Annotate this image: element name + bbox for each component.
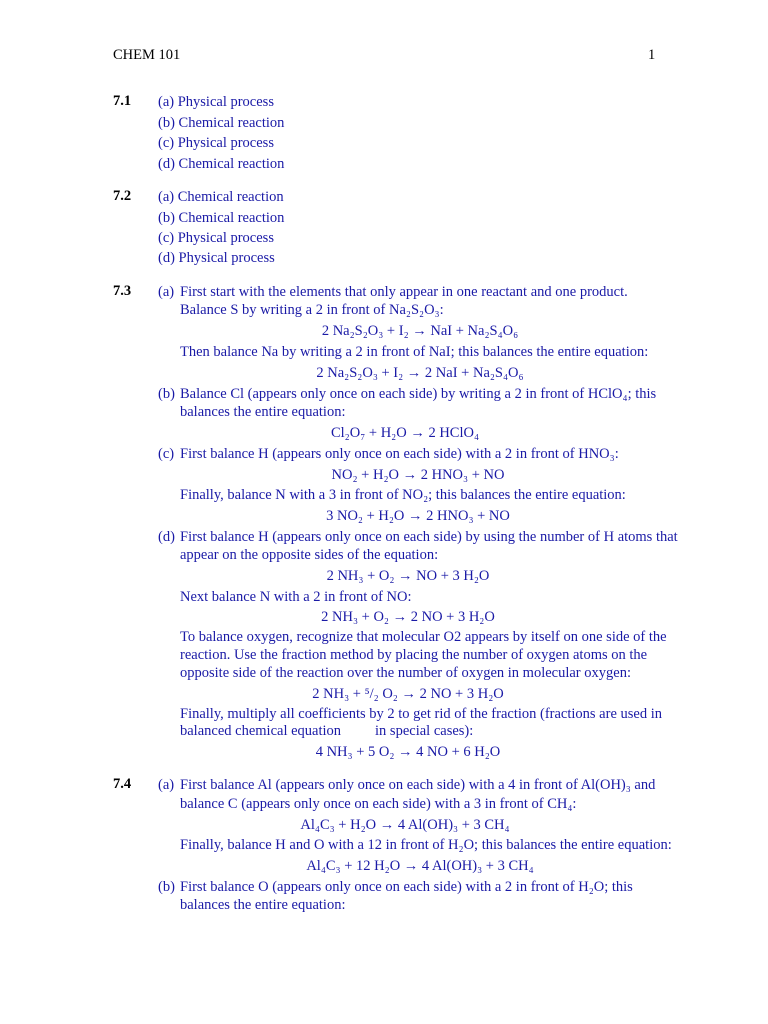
answer-7-1-a: (a) Physical process: [158, 94, 274, 110]
text-7-3-d-5: reaction. Use the fraction method by placing the number of oxygen atoms on the: [180, 647, 648, 663]
text-7-4-b-1: First balance O (appears only once on each side) with a 2 in front of H₂O; this: [180, 879, 633, 895]
text-7-3-d-3: Next balance N with a 2 in front of NO:: [180, 589, 412, 605]
problem-number-7-3: 7.3: [113, 283, 132, 299]
text-7-3-a-3: Then balance Na by writing a 2 in front of NaI; this balances the entire equation:: [180, 344, 649, 360]
equation-7-3-d-4: 4 NH₃ + 5 O₂ → 4 NO + 6 H₂O: [315, 744, 501, 760]
equation-7-4-a-1: Al₄C₃ + H₂O → 4 Al(OH)₃ + 3 CH₄: [300, 817, 510, 833]
problem-number-7-1: 7.1: [113, 93, 132, 109]
equation-7-4-a-2: Al₄C₃ + 12 H₂O → 4 Al(OH)₃ + 3 CH₄: [306, 858, 534, 874]
equation-7-3-a-1: 2 Na₂S₂O₃ + I₂ → NaI + Na₂S₄O₆: [321, 323, 519, 339]
text-7-3-d-2: appear on the opposite sides of the equation:: [180, 547, 439, 563]
text-7-4-a-2: balance C (appears only once on each side) with a 3 in front of CH₄:: [180, 796, 577, 812]
answer-7-2-c: (c) Physical process: [158, 230, 274, 246]
text-7-3-c-2: Finally, balance N with a 3 in front of NO₂; this balances the entire equation:: [180, 487, 626, 503]
answer-7-2-d: (d) Physical process: [158, 250, 275, 266]
answer-7-2-b: (b) Chemical reaction: [158, 210, 285, 226]
text-7-4-a-3: Finally, balance H and O with a 12 in front of H₂O; this balances the entire equation:: [180, 837, 672, 853]
text-7-3-d-6: opposite side of the reaction over the number of oxygen in molecular oxygen:: [180, 665, 631, 681]
part-label-7-3-b: (b): [158, 386, 175, 402]
part-label-7-4-a: (a): [158, 777, 175, 793]
answer-7-1-b: (b) Chemical reaction: [158, 115, 285, 131]
text-7-4-a-1: First balance Al (appears only once on each side) with a 4 in front of Al(OH)₃ and: [180, 777, 656, 793]
part-label-7-4-b: (b): [158, 879, 175, 895]
answer-7-2-a: (a) Chemical reaction: [158, 189, 284, 205]
text-7-3-c-1: First balance H (appears only once on each side) with a 2 in front of HNO₃:: [180, 446, 619, 462]
equation-7-3-a-2: 2 Na₂S₂O₃ + I₂ → 2 NaI + Na₂S₄O₆: [316, 365, 524, 381]
problem-number-7-2: 7.2: [113, 188, 132, 204]
answer-7-1-d: (d) Chemical reaction: [158, 156, 285, 172]
text-7-3-a-1: First start with the elements that only appear in one reactant and one product.: [180, 284, 628, 300]
text-7-3-d-1: First balance H (appears only once on each side) by using the number of H atoms that: [180, 529, 678, 545]
answer-7-1-c: (c) Physical process: [158, 135, 274, 151]
text-7-3-d-7: Finally, multiply all coefficients by 2 to get rid of the fraction (fractions are used in: [180, 706, 662, 722]
text-7-4-b-2: balances the entire equation:: [180, 897, 346, 913]
text-7-3-d-4: To balance oxygen, recognize that molecular O2 appears by itself on one side of the: [180, 629, 667, 645]
part-label-7-3-a: (a): [158, 284, 175, 300]
equation-7-3-c-2: 3 NO₂ + H₂O → 2 HNO₃ + NO: [326, 508, 510, 524]
page-number: 1: [648, 47, 656, 63]
equation-7-3-c-1: NO₂ + H₂O → 2 HNO₃ + NO: [331, 467, 505, 483]
equation-7-3-d-2: 2 NH₃ + O₂ → 2 NO + 3 H₂O: [321, 609, 495, 625]
text-7-3-d-8-part2: in special cases):: [375, 723, 474, 739]
part-label-7-3-d: (d): [158, 529, 175, 545]
equation-7-3-b-1: Cl₂O₇ + H₂O → 2 HClO₄: [330, 425, 480, 441]
text-7-3-d-8-part1: balanced chemical equation: [180, 723, 342, 739]
problem-number-7-4: 7.4: [113, 776, 132, 792]
text-7-3-b-1: Balance Cl (appears only once on each side) by writing a 2 in front of HClO₄; this: [180, 386, 657, 402]
equation-7-3-d-3: 2 NH₃ + ⁵/₂ O₂ → 2 NO + 3 H₂O: [312, 686, 504, 702]
text-7-3-d-8: [180, 722, 473, 740]
text-7-3-a-2: Balance S by writing a 2 in front of Na₂S₂O₃:: [180, 302, 444, 318]
course-title: CHEM 101: [113, 47, 181, 63]
text-7-3-b-2: balances the entire equation:: [180, 404, 346, 420]
part-label-7-3-c: (c): [158, 446, 175, 462]
equation-7-3-d-1: 2 NH₃ + O₂ → NO + 3 H₂O: [326, 568, 490, 584]
